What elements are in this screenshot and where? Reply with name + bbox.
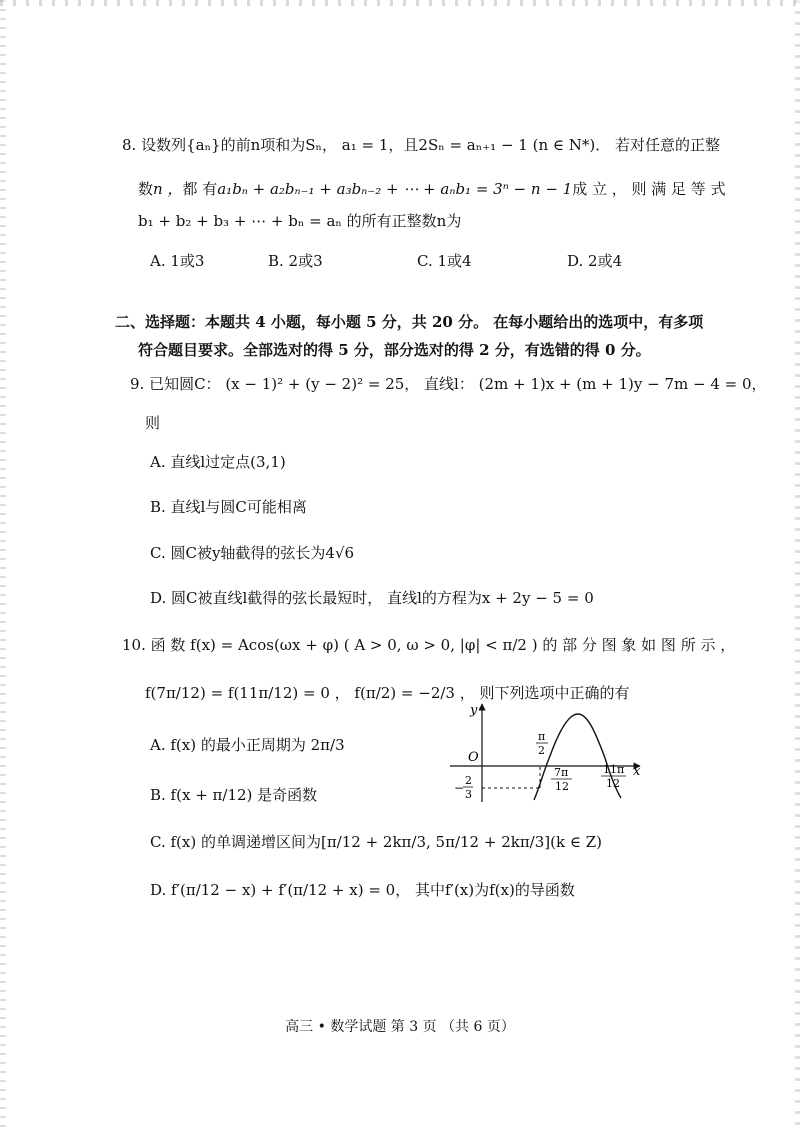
graph-x-label: x (633, 764, 641, 779)
graph-label-7pi-den: 12 (555, 780, 569, 793)
section2-heading-line1: 二、选择题：本题共 4 小题，每小题 5 分，共 20 分。 在每小题给出的选项中，有多项 (115, 313, 704, 331)
q9-option-c: C. 圆C被y轴截得的弦长为4√6 (150, 544, 355, 562)
graph-label-neg-num: 2 (465, 774, 472, 787)
q8-option-a: A. 1或3 (150, 252, 205, 270)
q8-line2-b: n ， (153, 180, 183, 198)
q8-line3: b₁ + b₂ + b₃ + ⋯ + bₙ = aₙ 的所有正整数n为 (138, 212, 462, 230)
q10-option-d: D. f′(π/12 − x) + f′(π/12 + x) = 0， 其中f′(x)为f(x)的导函数 (150, 881, 575, 899)
graph-y-label: y (470, 703, 478, 718)
graph-label-7pi-num: 7π (554, 766, 569, 779)
section2-heading-line2: 符合题目要求。全部选对的得 5 分，部分选对的得 2 分，有选错的得 0 分。 (138, 341, 651, 359)
graph-label-pi-num: π (538, 730, 546, 743)
q8-option-c: C. 1或4 (417, 252, 472, 270)
q9-option-b: B. 直线l与圆C可能相离 (150, 498, 307, 516)
q9-line2: 则 (145, 414, 161, 432)
graph-origin-label: O (468, 750, 479, 765)
graph-label-neg-sign: − (454, 781, 465, 795)
graph-label-11pi-den: 12 (606, 777, 620, 790)
q10-line1: 10. 函 数 f(x) = Acos(ωx + φ) ( A > 0, ω > 0, |φ| < π/2 ) 的 部 分 图 象 如 图 所 示 ， (122, 636, 736, 654)
q10-option-a: A. f(x) 的最小正周期为 2π/3 (150, 736, 345, 754)
q10-line2: f(7π/12) = f(11π/12) = 0 ， f(π/2) = −2/3 ， 则下列选项中正确的有 (145, 684, 630, 702)
q8-line2-c: 都 有 (182, 180, 218, 198)
graph-label-pi-den: 2 (538, 744, 545, 757)
page-footer: 高三 • 数学试题 第 3 页 （共 6 页） (285, 1019, 515, 1035)
q10-option-b: B. f(x + π/12) 是奇函数 (150, 786, 318, 804)
q9-line1: 9. 已知圆C： (x − 1)² + (y − 2)² = 25， 直线l： (2m + 1)x + (m + 1)y − 7m − 4 = 0， (130, 375, 767, 393)
scan-edge-top (0, 0, 800, 6)
q8-option-b: B. 2或3 (268, 252, 323, 270)
q8-option-d: D. 2或4 (567, 252, 623, 270)
scan-edge-left (0, 0, 6, 1132)
q8-line2-d: a₁bₙ + a₂bₙ₋₁ + a₃bₙ₋₂ + ⋯ + aₙb₁ = 3ⁿ − n − 1 (217, 180, 573, 198)
q8-line2-a: 数 (138, 180, 154, 198)
q9-option-a: A. 直线l过定点(3,1) (150, 453, 286, 471)
q8-line2-e: 成 立 ， 则 满 足 等 式 (572, 180, 726, 198)
q8-line2 (138, 178, 726, 200)
scan-edge-right (795, 0, 800, 1132)
q10-option-c: C. f(x) 的单调递增区间为[π/12 + 2kπ/3, 5π/12 + 2kπ/3](k ∈ Z) (150, 833, 602, 851)
q9-option-d: D. 圆C被直线l截得的弦长最短时， 直线l的方程为x + 2y − 5 = 0 (150, 589, 594, 607)
q8-line1: 8. 设数列{aₙ}的前n项和为Sₙ， a₁ = 1，且2Sₙ = aₙ₊₁ − 1 (n ∈ N*)． 若对任意的正整 (122, 136, 720, 154)
q10-function-graph (440, 698, 650, 808)
graph-label-neg-den: 3 (465, 788, 472, 801)
graph-label-11pi-num: 11π (603, 763, 625, 776)
